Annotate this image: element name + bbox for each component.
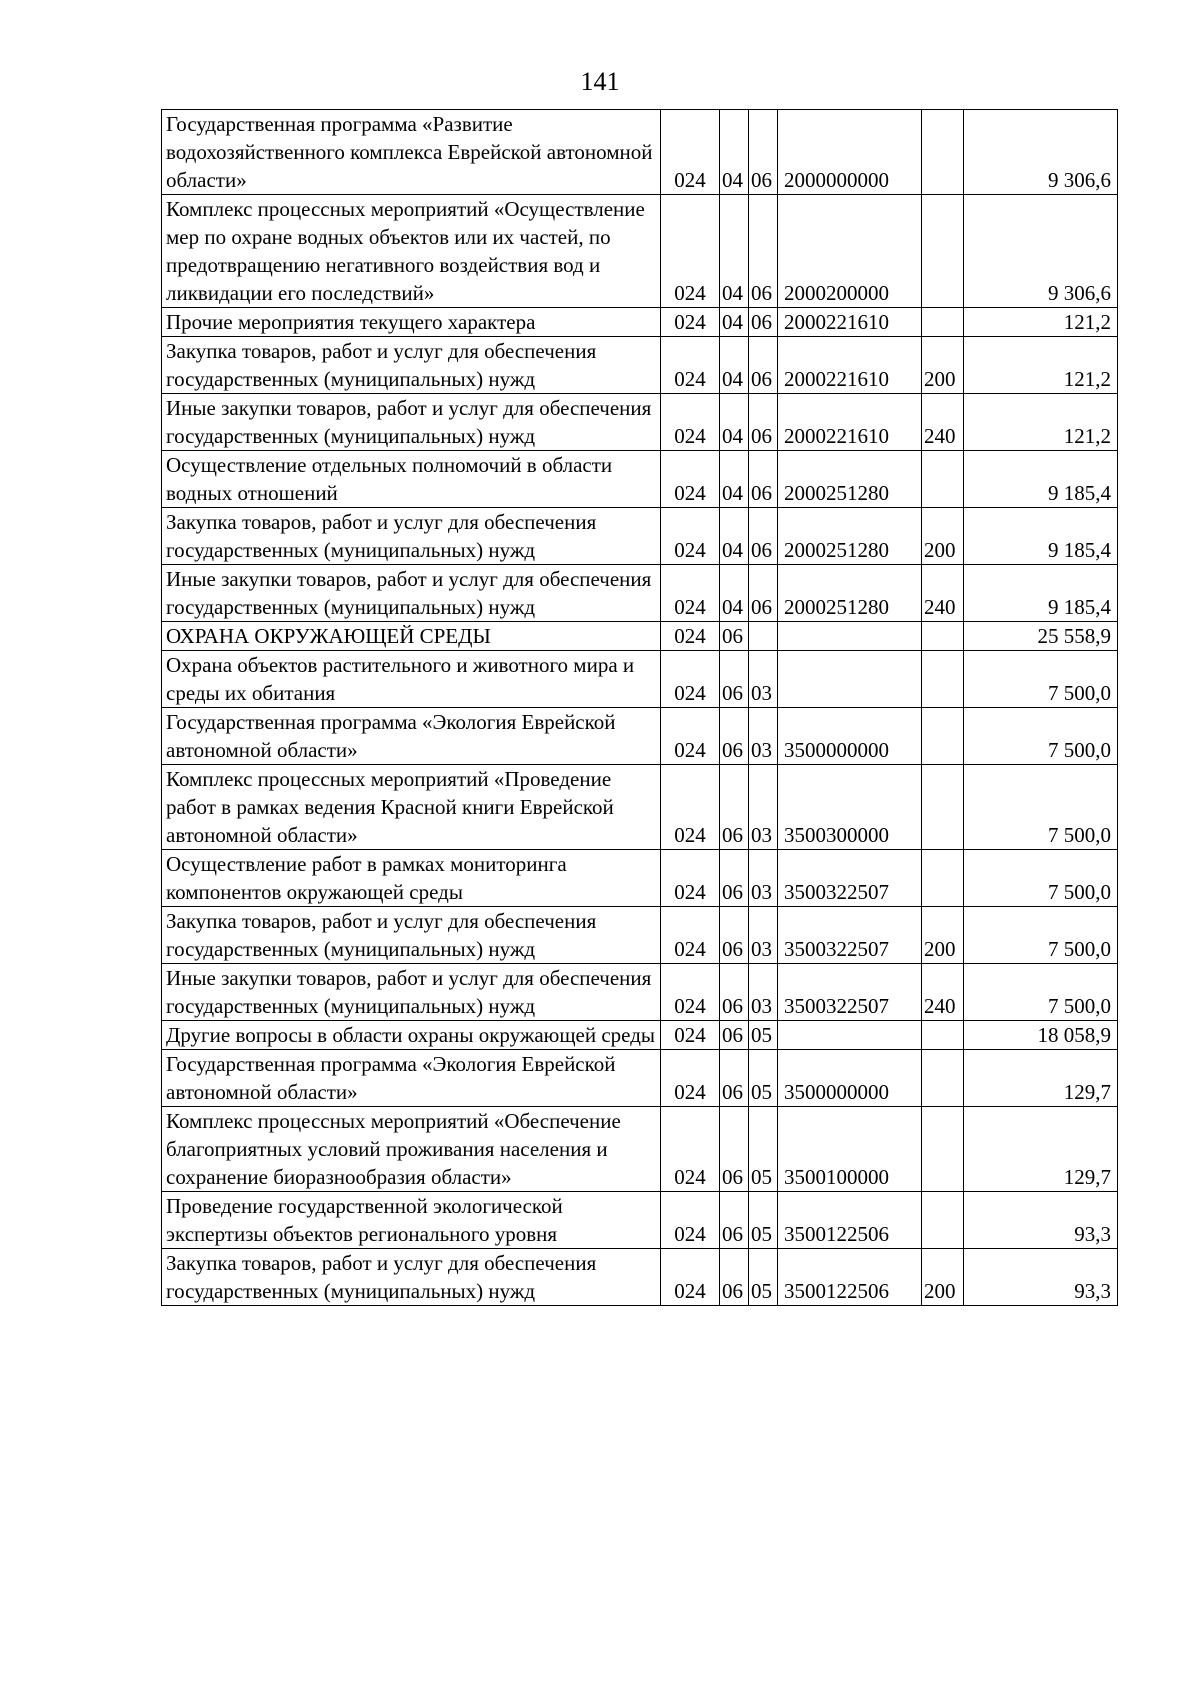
- row-target-article-code: 3500122506: [778, 1249, 922, 1306]
- row-ministry-code: 024: [661, 850, 720, 907]
- row-ministry-code: 024: [661, 1192, 720, 1249]
- row-amount: 121,2: [964, 308, 1118, 337]
- row-expense-type-code: [922, 451, 964, 508]
- row-subsection-code: 06: [749, 337, 778, 394]
- row-subsection-code: [749, 622, 778, 651]
- table-row: [162, 850, 1118, 907]
- row-target-article-code: 3500000000: [778, 1050, 922, 1107]
- row-expense-type-code: [922, 765, 964, 850]
- row-ministry-code: 024: [661, 708, 720, 765]
- row-section-code: 06: [720, 850, 749, 907]
- row-name: Комплекс процессных мероприятий «Обеспечение благоприятных условий проживания населения и сохранение биоразнообразия области»: [162, 1107, 661, 1192]
- row-amount: 7 500,0: [964, 651, 1118, 708]
- row-expense-type-code: 200: [922, 337, 964, 394]
- row-ministry-code: 024: [661, 451, 720, 508]
- row-section-code: 06: [720, 1107, 749, 1192]
- table-row: [162, 964, 1118, 1021]
- row-expense-type-code: [922, 1050, 964, 1107]
- row-expense-type-code: [922, 651, 964, 708]
- row-amount: 121,2: [964, 394, 1118, 451]
- row-subsection-code: 05: [749, 1192, 778, 1249]
- row-subsection-code: 03: [749, 765, 778, 850]
- table-row: [162, 651, 1118, 708]
- row-name: Государственная программа «Экология Еврейской автономной области»: [162, 708, 661, 765]
- row-expense-type-code: [922, 850, 964, 907]
- row-section-code: 06: [720, 1249, 749, 1306]
- row-section-code: 04: [720, 565, 749, 622]
- row-amount: 7 500,0: [964, 850, 1118, 907]
- row-subsection-code: 06: [749, 451, 778, 508]
- row-name: Прочие мероприятия текущего характера: [162, 308, 661, 337]
- row-amount: 9 185,4: [964, 451, 1118, 508]
- row-ministry-code: 024: [661, 308, 720, 337]
- table-row: [162, 622, 1118, 651]
- table-row: [162, 907, 1118, 964]
- row-target-article-code: 3500322507: [778, 850, 922, 907]
- row-amount: 7 500,0: [964, 765, 1118, 850]
- row-section-code: 06: [720, 651, 749, 708]
- row-ministry-code: 024: [661, 565, 720, 622]
- row-amount: 9 185,4: [964, 565, 1118, 622]
- table-row: [162, 337, 1118, 394]
- row-target-article-code: 3500000000: [778, 708, 922, 765]
- row-subsection-code: 05: [749, 1107, 778, 1192]
- table-row: [162, 451, 1118, 508]
- row-subsection-code: 03: [749, 651, 778, 708]
- row-amount: 9 185,4: [964, 508, 1118, 565]
- table-row: [162, 308, 1118, 337]
- row-target-article-code: 3500300000: [778, 765, 922, 850]
- row-target-article-code: 2000251280: [778, 508, 922, 565]
- row-name: Государственная программа «Развитие водохозяйственного комплекса Еврейской автономной области»: [162, 110, 661, 195]
- row-expense-type-code: [922, 708, 964, 765]
- row-ministry-code: 024: [661, 1249, 720, 1306]
- row-target-article-code: 2000251280: [778, 565, 922, 622]
- row-target-article-code: [778, 651, 922, 708]
- row-amount: 7 500,0: [964, 907, 1118, 964]
- table-row: [162, 708, 1118, 765]
- row-name: Охрана объектов растительного и животного мира и среды их обитания: [162, 651, 661, 708]
- row-ministry-code: 024: [661, 964, 720, 1021]
- row-expense-type-code: 240: [922, 394, 964, 451]
- row-target-article-code: 3500322507: [778, 907, 922, 964]
- row-ministry-code: 024: [661, 765, 720, 850]
- row-subsection-code: 06: [749, 308, 778, 337]
- row-ministry-code: 024: [661, 907, 720, 964]
- row-section-code: 04: [720, 451, 749, 508]
- row-expense-type-code: 200: [922, 508, 964, 565]
- row-section-code: 06: [720, 1192, 749, 1249]
- row-amount: 18 058,9: [964, 1021, 1118, 1050]
- row-subsection-code: 05: [749, 1249, 778, 1306]
- row-name: Комплекс процессных мероприятий «Проведение работ в рамках ведения Красной книги Еврейской автономной области»: [162, 765, 661, 850]
- row-target-article-code: [778, 1021, 922, 1050]
- row-section-code: 04: [720, 110, 749, 195]
- row-section-code: 04: [720, 337, 749, 394]
- table-row: [162, 508, 1118, 565]
- row-section-code: 06: [720, 907, 749, 964]
- row-name: Закупка товаров, работ и услуг для обеспечения государственных (муниципальных) нужд: [162, 907, 661, 964]
- row-name: Осуществление работ в рамках мониторинга компонентов окружающей среды: [162, 850, 661, 907]
- row-subsection-code: 06: [749, 394, 778, 451]
- row-target-article-code: 2000000000: [778, 110, 922, 195]
- row-section-code: 04: [720, 508, 749, 565]
- row-expense-type-code: 200: [922, 1249, 964, 1306]
- row-target-article-code: 3500122506: [778, 1192, 922, 1249]
- row-target-article-code: 2000221610: [778, 308, 922, 337]
- row-name: Иные закупки товаров, работ и услуг для обеспечения государственных (муниципальных) нужд: [162, 964, 661, 1021]
- row-subsection-code: 03: [749, 708, 778, 765]
- row-name: Закупка товаров, работ и услуг для обеспечения государственных (муниципальных) нужд: [162, 508, 661, 565]
- row-expense-type-code: [922, 195, 964, 308]
- table-row: [162, 195, 1118, 308]
- row-ministry-code: 024: [661, 195, 720, 308]
- row-section-code: 04: [720, 394, 749, 451]
- row-amount: 25 558,9: [964, 622, 1118, 651]
- row-name: Закупка товаров, работ и услуг для обеспечения государственных (муниципальных) нужд: [162, 1249, 661, 1306]
- table-row: [162, 1050, 1118, 1107]
- row-amount: 93,3: [964, 1249, 1118, 1306]
- row-expense-type-code: [922, 1021, 964, 1050]
- row-section-code: 06: [720, 622, 749, 651]
- table-row: [162, 394, 1118, 451]
- row-name: Иные закупки товаров, работ и услуг для обеспечения государственных (муниципальных) нужд: [162, 394, 661, 451]
- row-subsection-code: 06: [749, 565, 778, 622]
- row-ministry-code: 024: [661, 651, 720, 708]
- row-target-article-code: 2000221610: [778, 394, 922, 451]
- row-subsection-code: 05: [749, 1021, 778, 1050]
- row-amount: 129,7: [964, 1050, 1118, 1107]
- row-ministry-code: 024: [661, 1107, 720, 1192]
- row-expense-type-code: [922, 622, 964, 651]
- row-target-article-code: 3500100000: [778, 1107, 922, 1192]
- row-amount: 9 306,6: [964, 195, 1118, 308]
- row-name: ОХРАНА ОКРУЖАЮЩЕЙ СРЕДЫ: [162, 622, 661, 651]
- row-name: Закупка товаров, работ и услуг для обеспечения государственных (муниципальных) нужд: [162, 337, 661, 394]
- row-subsection-code: 05: [749, 1050, 778, 1107]
- row-expense-type-code: 200: [922, 907, 964, 964]
- table-row: [162, 1021, 1118, 1050]
- row-ministry-code: 024: [661, 1021, 720, 1050]
- row-subsection-code: 03: [749, 907, 778, 964]
- row-amount: 93,3: [964, 1192, 1118, 1249]
- row-ministry-code: 024: [661, 1050, 720, 1107]
- row-ministry-code: 024: [661, 622, 720, 651]
- row-section-code: 06: [720, 1021, 749, 1050]
- row-expense-type-code: [922, 1192, 964, 1249]
- row-subsection-code: 03: [749, 964, 778, 1021]
- row-ministry-code: 024: [661, 508, 720, 565]
- row-name: Осуществление отдельных полномочий в области водных отношений: [162, 451, 661, 508]
- row-expense-type-code: [922, 308, 964, 337]
- row-section-code: 04: [720, 195, 749, 308]
- row-expense-type-code: 240: [922, 565, 964, 622]
- table-row: [162, 765, 1118, 850]
- row-amount: 121,2: [964, 337, 1118, 394]
- row-section-code: 06: [720, 1050, 749, 1107]
- table-row: [162, 1249, 1118, 1306]
- row-name: Другие вопросы в области охраны окружающей среды: [162, 1021, 661, 1050]
- row-amount: 7 500,0: [964, 964, 1118, 1021]
- row-section-code: 04: [720, 308, 749, 337]
- row-amount: 129,7: [964, 1107, 1118, 1192]
- row-expense-type-code: 240: [922, 964, 964, 1021]
- row-subsection-code: 06: [749, 195, 778, 308]
- budget-table-body: [162, 110, 1118, 1306]
- row-section-code: 06: [720, 964, 749, 1021]
- row-name: Проведение государственной экологической экспертизы объектов регионального уровня: [162, 1192, 661, 1249]
- table-row: [162, 1192, 1118, 1249]
- row-section-code: 06: [720, 708, 749, 765]
- table-row: [162, 565, 1118, 622]
- row-ministry-code: 024: [661, 337, 720, 394]
- row-subsection-code: 06: [749, 110, 778, 195]
- row-expense-type-code: [922, 1107, 964, 1192]
- row-name: Иные закупки товаров, работ и услуг для обеспечения государственных (муниципальных) нужд: [162, 565, 661, 622]
- row-section-code: 06: [720, 765, 749, 850]
- row-target-article-code: 3500322507: [778, 964, 922, 1021]
- row-amount: 7 500,0: [964, 708, 1118, 765]
- row-name: Государственная программа «Экология Еврейской автономной области»: [162, 1050, 661, 1107]
- row-name: Комплекс процессных мероприятий «Осуществление мер по охране водных объектов или их частей, по предотвращению негативного воздействия вод и ликвидации его последствий»: [162, 195, 661, 308]
- row-ministry-code: 024: [661, 394, 720, 451]
- table-row: [162, 110, 1118, 195]
- page-number: 141: [580, 67, 620, 96]
- row-subsection-code: 06: [749, 508, 778, 565]
- row-expense-type-code: [922, 110, 964, 195]
- row-ministry-code: 024: [661, 110, 720, 195]
- row-target-article-code: 2000251280: [778, 451, 922, 508]
- row-target-article-code: 2000221610: [778, 337, 922, 394]
- row-subsection-code: 03: [749, 850, 778, 907]
- row-target-article-code: 2000200000: [778, 195, 922, 308]
- row-target-article-code: [778, 622, 922, 651]
- table-row: [162, 1107, 1118, 1192]
- row-amount: 9 306,6: [964, 110, 1118, 195]
- budget-table: [161, 109, 1118, 1306]
